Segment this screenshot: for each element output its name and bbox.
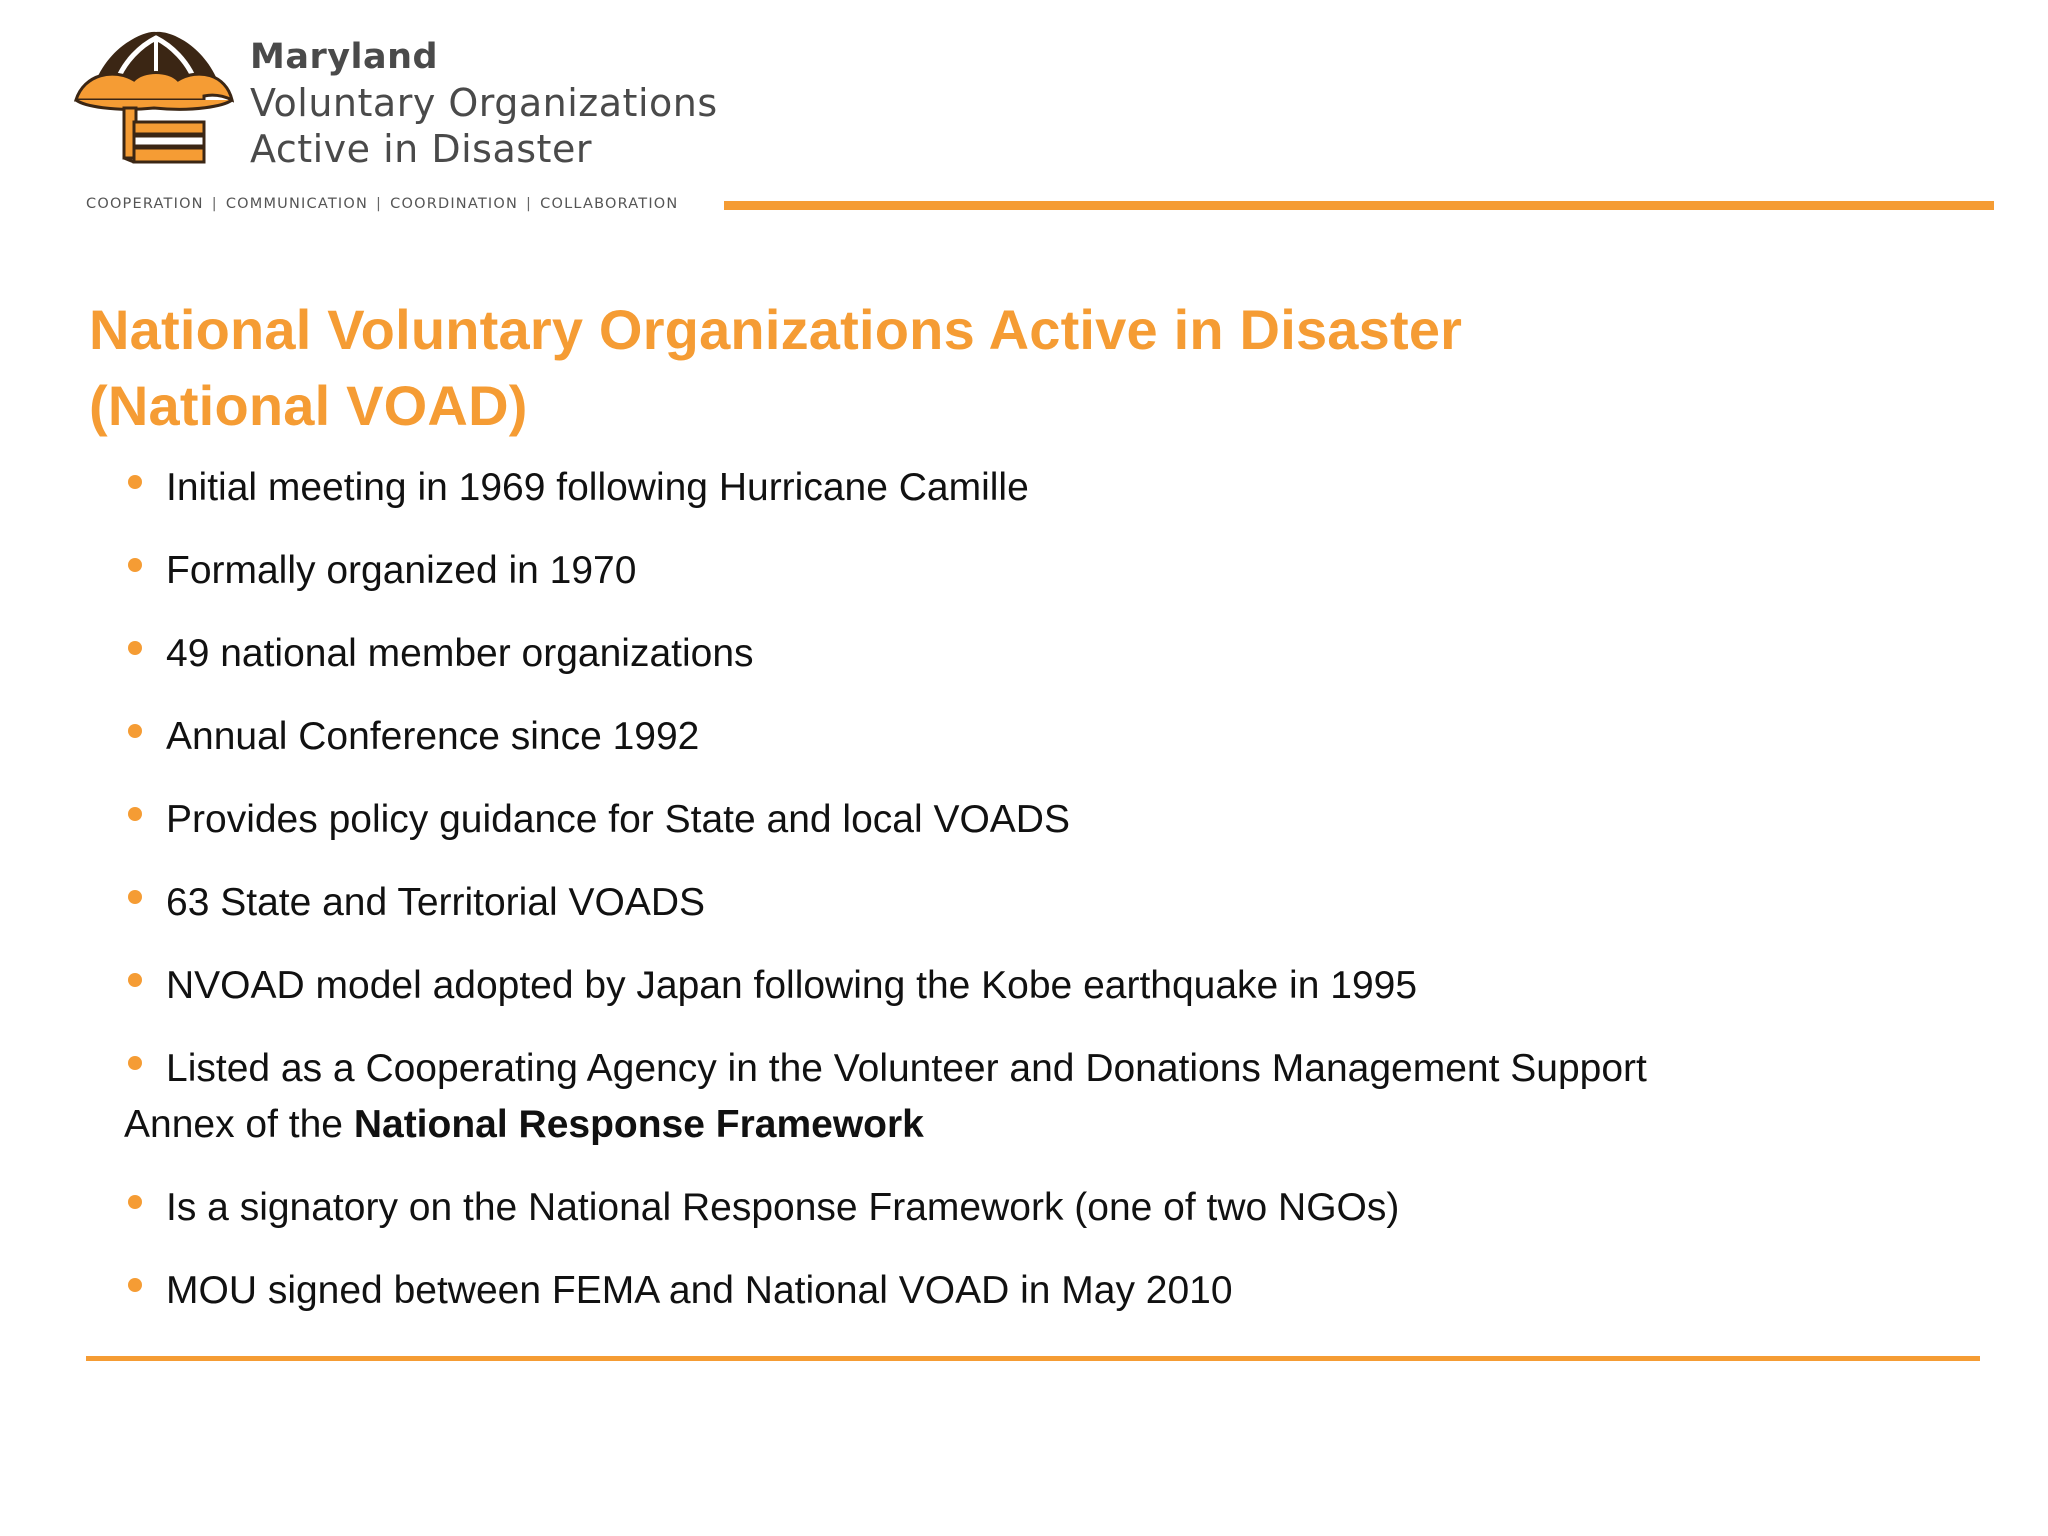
org-name: [250, 34, 718, 172]
bullet-text: Provides policy guidance for State and local VOADS: [166, 798, 1070, 841]
org-name-line3: Active in Disaster: [250, 127, 592, 171]
bullet-text: Annual Conference since 1992: [166, 715, 700, 758]
bullet-dot-icon: [128, 890, 142, 904]
bullet-bold-text: National Response Framework: [353, 1103, 924, 1146]
bullet-dot-icon: [128, 807, 142, 821]
bullet-item: [124, 1041, 1984, 1153]
bullet-item: [124, 1180, 1984, 1236]
footer-divider: [86, 1356, 1980, 1361]
bullet-text: Listed as a Cooperating Agency in the Volunteer and Donations Management Support: [166, 1047, 1647, 1090]
tagline-word: COMMUNICATION: [225, 196, 369, 212]
bullet-text: 49 national member organizations: [166, 632, 754, 675]
tagline: [86, 196, 678, 212]
tagline-separator: |: [376, 196, 383, 212]
bullet-dot-icon: [128, 558, 142, 572]
bullet-dot-icon: [128, 1195, 142, 1209]
header-divider: [724, 201, 1994, 210]
bullet-text: Initial meeting in 1969 following Hurricane Camille: [166, 466, 1029, 509]
org-name-line1: Maryland: [250, 37, 439, 77]
slide-title: [89, 292, 1462, 444]
bullet-item: [124, 709, 1984, 765]
bullet-text: NVOAD model adopted by Japan following the Kobe earthquake in 1995: [166, 964, 1418, 1007]
bullet-dot-icon: [128, 475, 142, 489]
org-name-line2: Voluntary Organizations: [250, 81, 718, 125]
bullet-item: [124, 792, 1984, 848]
bullet-item: [124, 460, 1984, 516]
bullet-dot-icon: [128, 973, 142, 987]
bullet-text: Formally organized in 1970: [166, 549, 637, 592]
bullet-item: [124, 626, 1984, 682]
bullet-dot-icon: [128, 1056, 142, 1070]
tagline-separator: |: [526, 196, 533, 212]
bullet-item: [124, 1263, 1984, 1319]
tagline-word: COORDINATION: [390, 196, 519, 212]
bullet-item: [124, 543, 1984, 599]
tagline-separator: |: [211, 196, 218, 212]
bullet-item: [124, 958, 1984, 1014]
bullet-text-continued: Annex of the: [124, 1103, 354, 1146]
tagline-word: COOPERATION: [86, 196, 204, 212]
logo-icon: [74, 30, 234, 172]
bullet-dot-icon: [128, 724, 142, 738]
bullet-item: [124, 875, 1984, 931]
bullet-text: MOU signed between FEMA and National VOAD in May 2010: [166, 1269, 1233, 1312]
tagline-word: COLLABORATION: [540, 196, 679, 212]
bullet-text: Is a signatory on the National Response Framework (one of two NGOs): [166, 1186, 1400, 1229]
slide-title-line2: (National VOAD): [89, 374, 528, 437]
bullet-text: 63 State and Territorial VOADS: [166, 881, 706, 924]
bullet-list: [124, 460, 1984, 1346]
bullet-dot-icon: [128, 1278, 142, 1292]
bullet-dot-icon: [128, 641, 142, 655]
slide-title-line1: National Voluntary Organizations Active in Disaster: [89, 298, 1463, 361]
